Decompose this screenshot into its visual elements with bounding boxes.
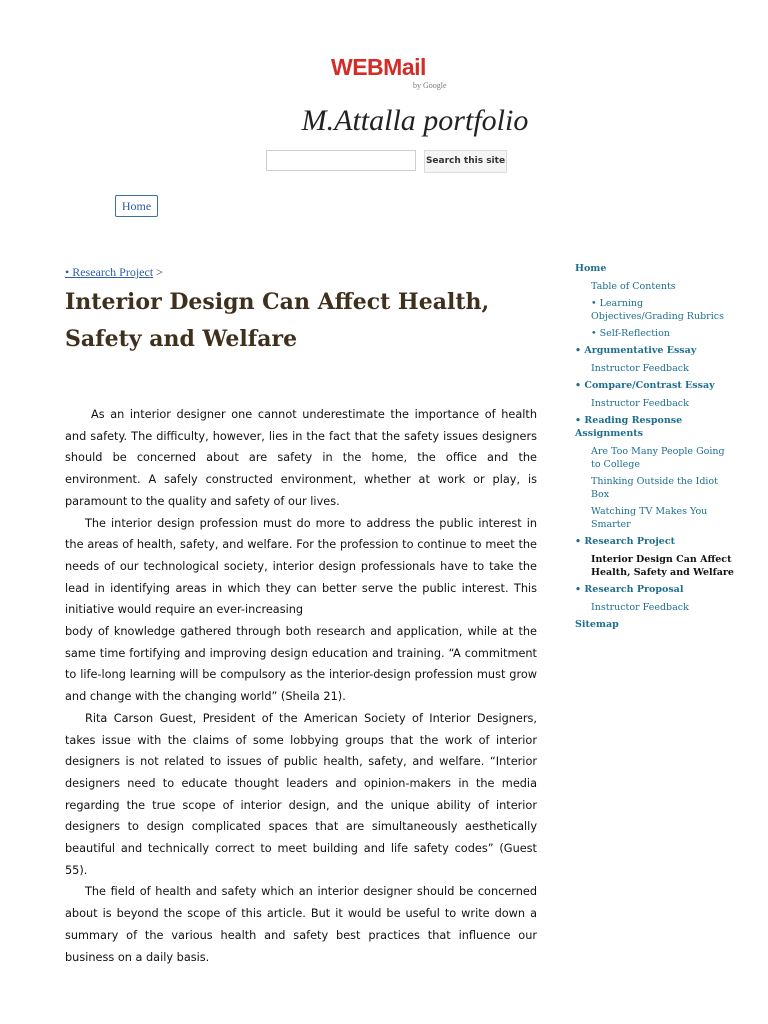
sidebar-item-sitemap[interactable]: Sitemap [575,619,619,630]
sidebar-item-tv-smarter[interactable]: Watching TV Makes You Smarter [591,506,708,530]
sidebar-item-table-of-contents[interactable]: Table of Contents [591,281,676,292]
breadcrumb [65,265,163,280]
sidebar-item-compare-contrast-essay[interactable]: • Compare/Contrast Essay [575,380,715,391]
paragraph: The field of health and safety which an interior designer should be concerned about is beyond the scope of this article. But it would be useful to write down a summary of the various health and safety best practices that influence our business on a daily basis. [65,885,537,964]
sidebar-item-reading-response[interactable]: • Reading Response Assignments [575,415,683,439]
paragraph: body of knowledge gathered through both research and application, while at the same time fortifying and improving design education and training. “A commitment to life-long learning will be compulsory as the interior-design profession must grow and change with the changing world” (Sheila 21). [65,625,537,704]
sidebar-nav [575,262,735,636]
sidebar-item-idiot-box[interactable]: Thinking Outside the Idiot Box [591,476,718,500]
sidebar-item-research-project[interactable]: • Research Project [575,536,676,547]
sidebar-item-self-reflection[interactable]: • Self-Reflection [591,328,670,339]
paragraph: The interior design profession must do more to address the public interest in the areas of health, safety, and welfare. For the profession to continue to meet the needs of our technological society, interior design professionals have to take the lead in identifying areas in which they can better serve the public interest. This initiative would require an ever-increasing [65,516,537,617]
sidebar-item-instructor-feedback[interactable]: Instructor Feedback [591,363,689,374]
sidebar-item-argumentative-essay[interactable]: • Argumentative Essay [575,345,697,356]
sidebar-item-research-proposal[interactable]: • Research Proposal [575,584,684,595]
article-body [65,404,537,968]
breadcrumb-link-research-project[interactable]: • Research Project [65,265,154,279]
search-input[interactable] [266,150,416,171]
webmail-logo[interactable] [331,54,451,94]
paragraph: Rita Carson Guest, President of the American Society of Interior Designers, takes issue with the claims of some lobbying groups that the work of interior designers is not related to issues of public health, safety, and welfare. “Interior designers need to educate thought leaders and opinion-makers in the media regarding the true scope of interior design, and the unique ability of interior designers to design complicated spaces that are simultaneously aesthetically beautiful and technically correct to meet building and life safety codes” (Guest 55). [65,711,537,877]
breadcrumb-separator: > [156,265,163,279]
sidebar-item-instructor-feedback[interactable]: Instructor Feedback [591,602,689,613]
paragraph: As an interior designer one cannot underestimate the importance of health and safety. The difficulty, however, lies in the fact that the safety issues designers should be concerned about are safety in the home, the office and the environment. A safely constructed environment, whether at work or play, is paramount to the quality and safety of our lives. [65,408,537,508]
search-button[interactable]: Search this site [424,150,507,173]
sidebar-item-current-page: Interior Design Can Affect Health, Safety and Welfare [591,554,734,578]
sidebar-item-learning-objectives[interactable]: • Learning Objectives/Grading Rubrics [591,298,724,322]
site-title[interactable]: M.Attalla portfolio [301,104,529,137]
home-button[interactable]: Home [115,195,158,217]
sidebar-item-too-many-people-college[interactable]: Are Too Many People Going to College [591,446,725,470]
logo-wordmark: WEBMail [331,54,426,80]
page-title: Interior Design Can Affect Health, Safety and Welfare [65,289,490,352]
sidebar-item-home[interactable]: Home [575,263,607,274]
logo-byline: by Google [413,81,447,90]
sidebar-item-instructor-feedback[interactable]: Instructor Feedback [591,398,689,409]
